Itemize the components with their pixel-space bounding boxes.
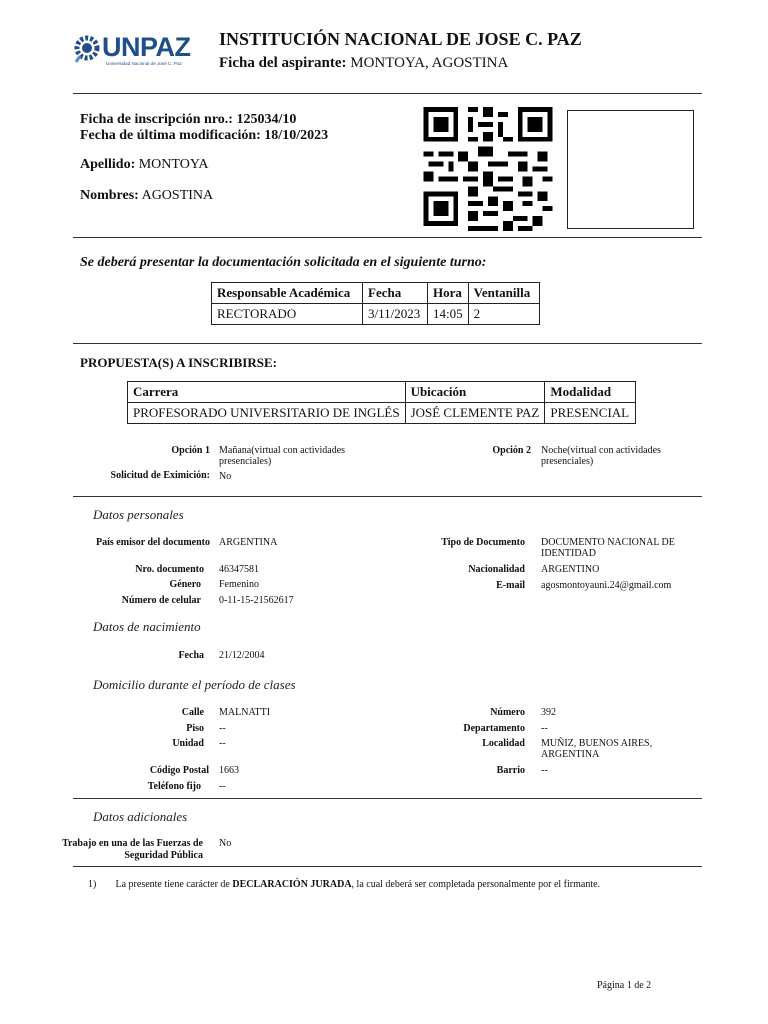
security-forces-value: No [219, 838, 232, 849]
gender-value: Femenino [219, 579, 259, 590]
floor-value: -- [219, 723, 226, 734]
street-number-value: 392 [541, 707, 556, 718]
mobile-value: 0-11-15-21562617 [219, 595, 294, 606]
appointment-table [211, 282, 540, 325]
doc-type-value: DOCUMENTO NACIONAL DE IDENTIDAD [541, 537, 675, 559]
table-header-row [128, 382, 636, 403]
birth-date-value: 21/12/2004 [219, 650, 265, 661]
table-row [212, 304, 540, 325]
postal-code-label: Código Postal [149, 765, 209, 776]
table-cell: 2 [468, 304, 539, 325]
surname-label: Apellido: [80, 157, 136, 172]
table-cell: JOSÉ CLEMENTE PAZ [405, 403, 545, 424]
locality-value: MUÑIZ, BUENOS AIRES, ARGENTINA [541, 738, 653, 760]
apartment-value: -- [541, 723, 548, 734]
apartment-label: Departamento [463, 723, 525, 734]
divider [73, 343, 702, 344]
birth-data-title: Datos de nacimiento [93, 619, 201, 634]
table-cell: PRESENCIAL [545, 403, 636, 424]
appointment-message: Se deberá presentar la documentación solicitada en el siguiente turno: [80, 255, 487, 270]
institution-title: INSTITUCIÓN NACIONAL DE JOSE C. PAZ [219, 29, 582, 49]
applicant-header-name: MONTOYA, AGOSTINA [350, 55, 509, 71]
logo-text: UNPAZ [102, 32, 191, 62]
doc-country-value: ARGENTINA [219, 537, 278, 548]
doc-country-label: País emisor del documento [96, 537, 210, 548]
doc-number-label: Nro. documento [135, 564, 204, 575]
table-header: Responsable Académica [212, 283, 363, 304]
floor-label: Piso [186, 723, 204, 734]
table-header: Ventanilla [468, 283, 539, 304]
landline-value: -- [219, 781, 226, 792]
sworn-statement-note [88, 879, 600, 890]
table-header: Carrera [128, 382, 406, 403]
applicant-header-label: Ficha del aspirante: [219, 55, 347, 71]
gender-label: Género [169, 579, 201, 590]
surname-row [80, 157, 208, 173]
unpaz-logo [74, 30, 199, 70]
security-forces-label: Trabajo en una de las Fuerzas de Seguridad Pública [62, 838, 203, 861]
doc-number-value: 46347581 [219, 564, 259, 575]
photo-box [567, 110, 694, 229]
divider [73, 237, 702, 238]
doc-type-label: Tipo de Documento [441, 537, 525, 548]
unit-label: Unidad [172, 738, 204, 749]
option1-value: Mañana(virtual con actividades presenciales) [219, 445, 346, 467]
applicant-header [219, 55, 508, 72]
table-header: Modalidad [545, 382, 636, 403]
table-header-row [212, 283, 540, 304]
divider [73, 798, 702, 799]
email-value: agosmontoyauni.24@gmail.com [541, 580, 672, 591]
names-value: AGOSTINA [141, 188, 214, 203]
note-text-bold: DECLARACIÓN JURADA [232, 879, 352, 890]
unit-value: -- [219, 738, 226, 749]
divider [73, 866, 702, 867]
option1-label: Opción 1 [171, 445, 210, 456]
neighborhood-value: -- [541, 765, 548, 776]
address-title: Domicilio durante el período de clases [93, 677, 296, 692]
note-number: 1) [88, 879, 97, 890]
table-header: Ubicación [405, 382, 545, 403]
gear-logo-icon [74, 34, 102, 66]
surname-value: MONTOYA [138, 157, 209, 172]
divider [73, 93, 702, 94]
exemption-label: Solicitud de Eximición: [110, 470, 210, 481]
qr-code-icon [423, 107, 553, 231]
street-number-label: Número [490, 707, 525, 718]
table-header: Hora [428, 283, 469, 304]
option2-label: Opción 2 [492, 445, 531, 456]
proposals-table [127, 381, 636, 424]
divider [73, 496, 702, 497]
last-modified: Fecha de última modificación: 18/10/2023 [80, 128, 329, 143]
personal-data-title: Datos personales [93, 507, 184, 522]
postal-code-value: 1663 [219, 765, 239, 776]
note-text-after: , la cual deberá ser completada personalmente por el firmante. [351, 879, 601, 890]
mobile-label: Número de celular [121, 595, 201, 606]
table-cell: 14:05 [428, 304, 469, 325]
nationality-value: ARGENTINO [541, 564, 600, 575]
locality-label: Localidad [482, 738, 525, 749]
option2-value: Noche(virtual con actividades presenciales) [541, 445, 661, 467]
note-text-before: La presente tiene carácter de [115, 879, 233, 890]
landline-label: Teléfono fijo [147, 781, 201, 792]
table-cell: RECTORADO [212, 304, 363, 325]
street-label: Calle [181, 707, 204, 718]
names-label: Nombres: [80, 188, 139, 203]
page-number: Página 1 de 2 [597, 980, 652, 991]
table-cell: PROFESORADO UNIVERSITARIO DE INGLÉS [128, 403, 406, 424]
table-header: Fecha [363, 283, 428, 304]
email-label: E-mail [496, 580, 525, 591]
logo-subtext: Universidad Nacional de José C. Paz [106, 61, 182, 66]
table-row [128, 403, 636, 424]
proposals-title: PROPUESTA(S) A INSCRIBIRSE: [80, 355, 277, 370]
birth-date-label: Fecha [178, 650, 204, 661]
table-cell: 3/11/2023 [363, 304, 428, 325]
exemption-value: No [219, 471, 232, 482]
street-value: MALNATTI [219, 707, 271, 718]
names-row [80, 188, 213, 204]
nationality-label: Nacionalidad [468, 564, 525, 575]
inscription-number: Ficha de inscripción nro.: 125034/10 [80, 112, 297, 127]
additional-data-title: Datos adicionales [93, 809, 188, 824]
neighborhood-label: Barrio [496, 765, 525, 776]
